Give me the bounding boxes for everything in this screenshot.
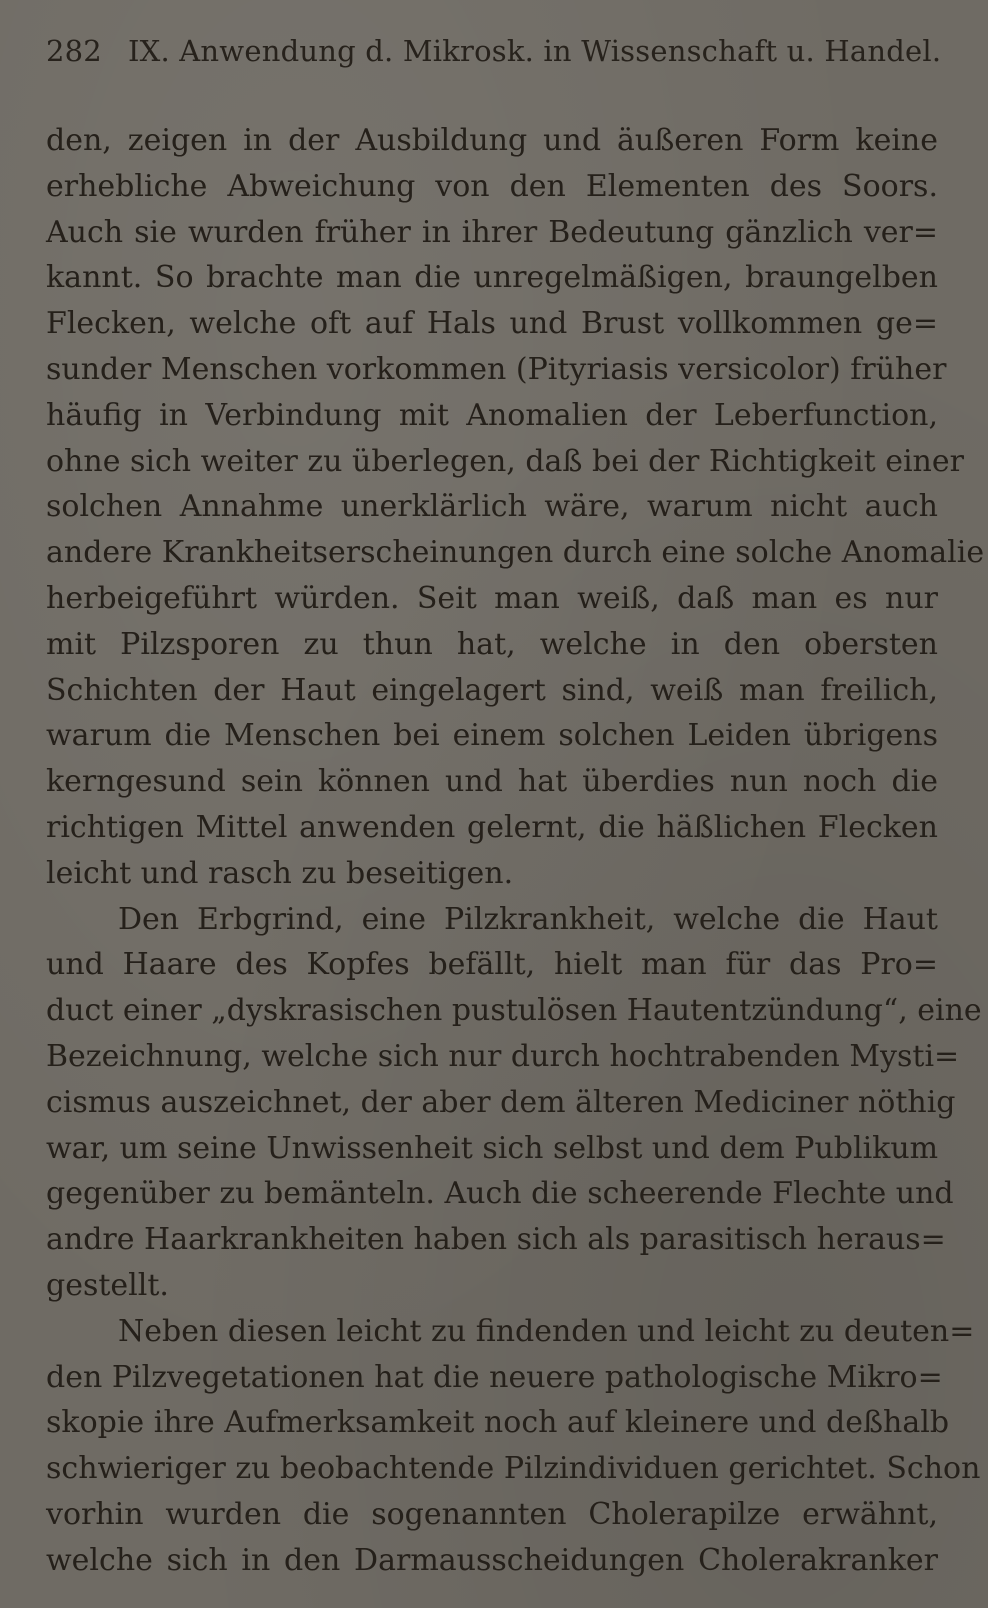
- text-line: und Haare des Kopfes befällt, hielt man für das Pro=: [46, 947, 938, 983]
- paragraph-start-line: Den Erbgrind, eine Pilzkrankheit, welche die Haut: [118, 901, 938, 937]
- text-line: schwieriger zu beobachtende Pilzindividuen gerichtet. Schon: [46, 1451, 981, 1487]
- text-line: Bezeichnung, welche sich nur durch hochtrabenden Mysti=: [46, 1038, 960, 1074]
- paragraph-end-line: gestellt.: [46, 1267, 169, 1303]
- text-line: war, um seine Unwissenheit sich selbst und dem Publikum: [46, 1130, 939, 1166]
- text-line: cismus auszeichnet, der aber dem älteren Mediciner nöthig: [46, 1084, 956, 1120]
- text-line: häufig in Verbindung mit Anomalien der Leberfunction,: [46, 397, 938, 433]
- running-title: IX. Anwendung d. Mikrosk. in Wissenschaft u. Handel.: [127, 34, 942, 68]
- text-line: vorhin wurden die sogenannten Cholerapilze erwähnt,: [46, 1496, 938, 1532]
- text-line: kerngesund sein können und hat überdies nun noch die: [46, 764, 938, 800]
- text-line: skopie ihre Aufmerksamkeit noch auf kleinere und deßhalb: [46, 1405, 950, 1441]
- text-line: sunder Menschen vorkommen (Pityriasis versicolor) früher: [46, 351, 947, 387]
- text-line: gegenüber zu bemänteln. Auch die scheerende Flechte und: [46, 1176, 954, 1212]
- text-line: mit Pilzsporen zu thun hat, welche in den obersten: [46, 626, 938, 662]
- text-line: Auch sie wurden früher in ihrer Bedeutung gänzlich ver=: [46, 214, 938, 250]
- text-line: herbeigeführt würden. Seit man weiß, daß man es nur: [46, 580, 938, 616]
- text-line: den Pilzvegetationen hat die neuere pathologische Mikro=: [46, 1359, 943, 1395]
- text-line: andere Krankheitserscheinungen durch eine solche Anomalie: [46, 535, 985, 571]
- text-line: kannt. So brachte man die unregelmäßigen, braungelben: [46, 260, 938, 296]
- text-line: Flecken, welche oft auf Hals und Brust vollkommen ge=: [46, 306, 938, 342]
- page-number: 282: [46, 34, 102, 68]
- page-header: [46, 34, 946, 84]
- text-line: welche sich in den Darmausscheidungen Cholerakranker: [46, 1542, 938, 1578]
- text-line: erhebliche Abweichung von den Elementen des Soors.: [46, 168, 938, 204]
- text-line: den, zeigen in der Ausbildung und äußeren Form keine: [46, 123, 938, 158]
- body-text: [46, 118, 985, 1584]
- text-line: duct einer „dyskrasischen pustulösen Hautentzündung“, eine: [46, 993, 982, 1029]
- text-line: warum die Menschen bei einem solchen Leiden übrigens: [46, 718, 938, 754]
- text-line: Schichten der Haut eingelagert sind, weiß man freilich,: [46, 672, 938, 708]
- text-line: andre Haarkrankheiten haben sich als parasitisch heraus=: [46, 1222, 946, 1258]
- paragraph-start-line: Neben diesen leicht zu findenden und leicht zu deuten=: [118, 1313, 975, 1349]
- text-line: richtigen Mittel anwenden gelernt, die häßlichen Flecken: [46, 809, 938, 845]
- text-line: ohne sich weiter zu überlegen, daß bei der Richtigkeit einer: [46, 443, 964, 479]
- text-line: solchen Annahme unerklärlich wäre, warum nicht auch: [46, 489, 938, 525]
- paragraph-end-line: leicht und rasch zu beseitigen.: [46, 855, 514, 891]
